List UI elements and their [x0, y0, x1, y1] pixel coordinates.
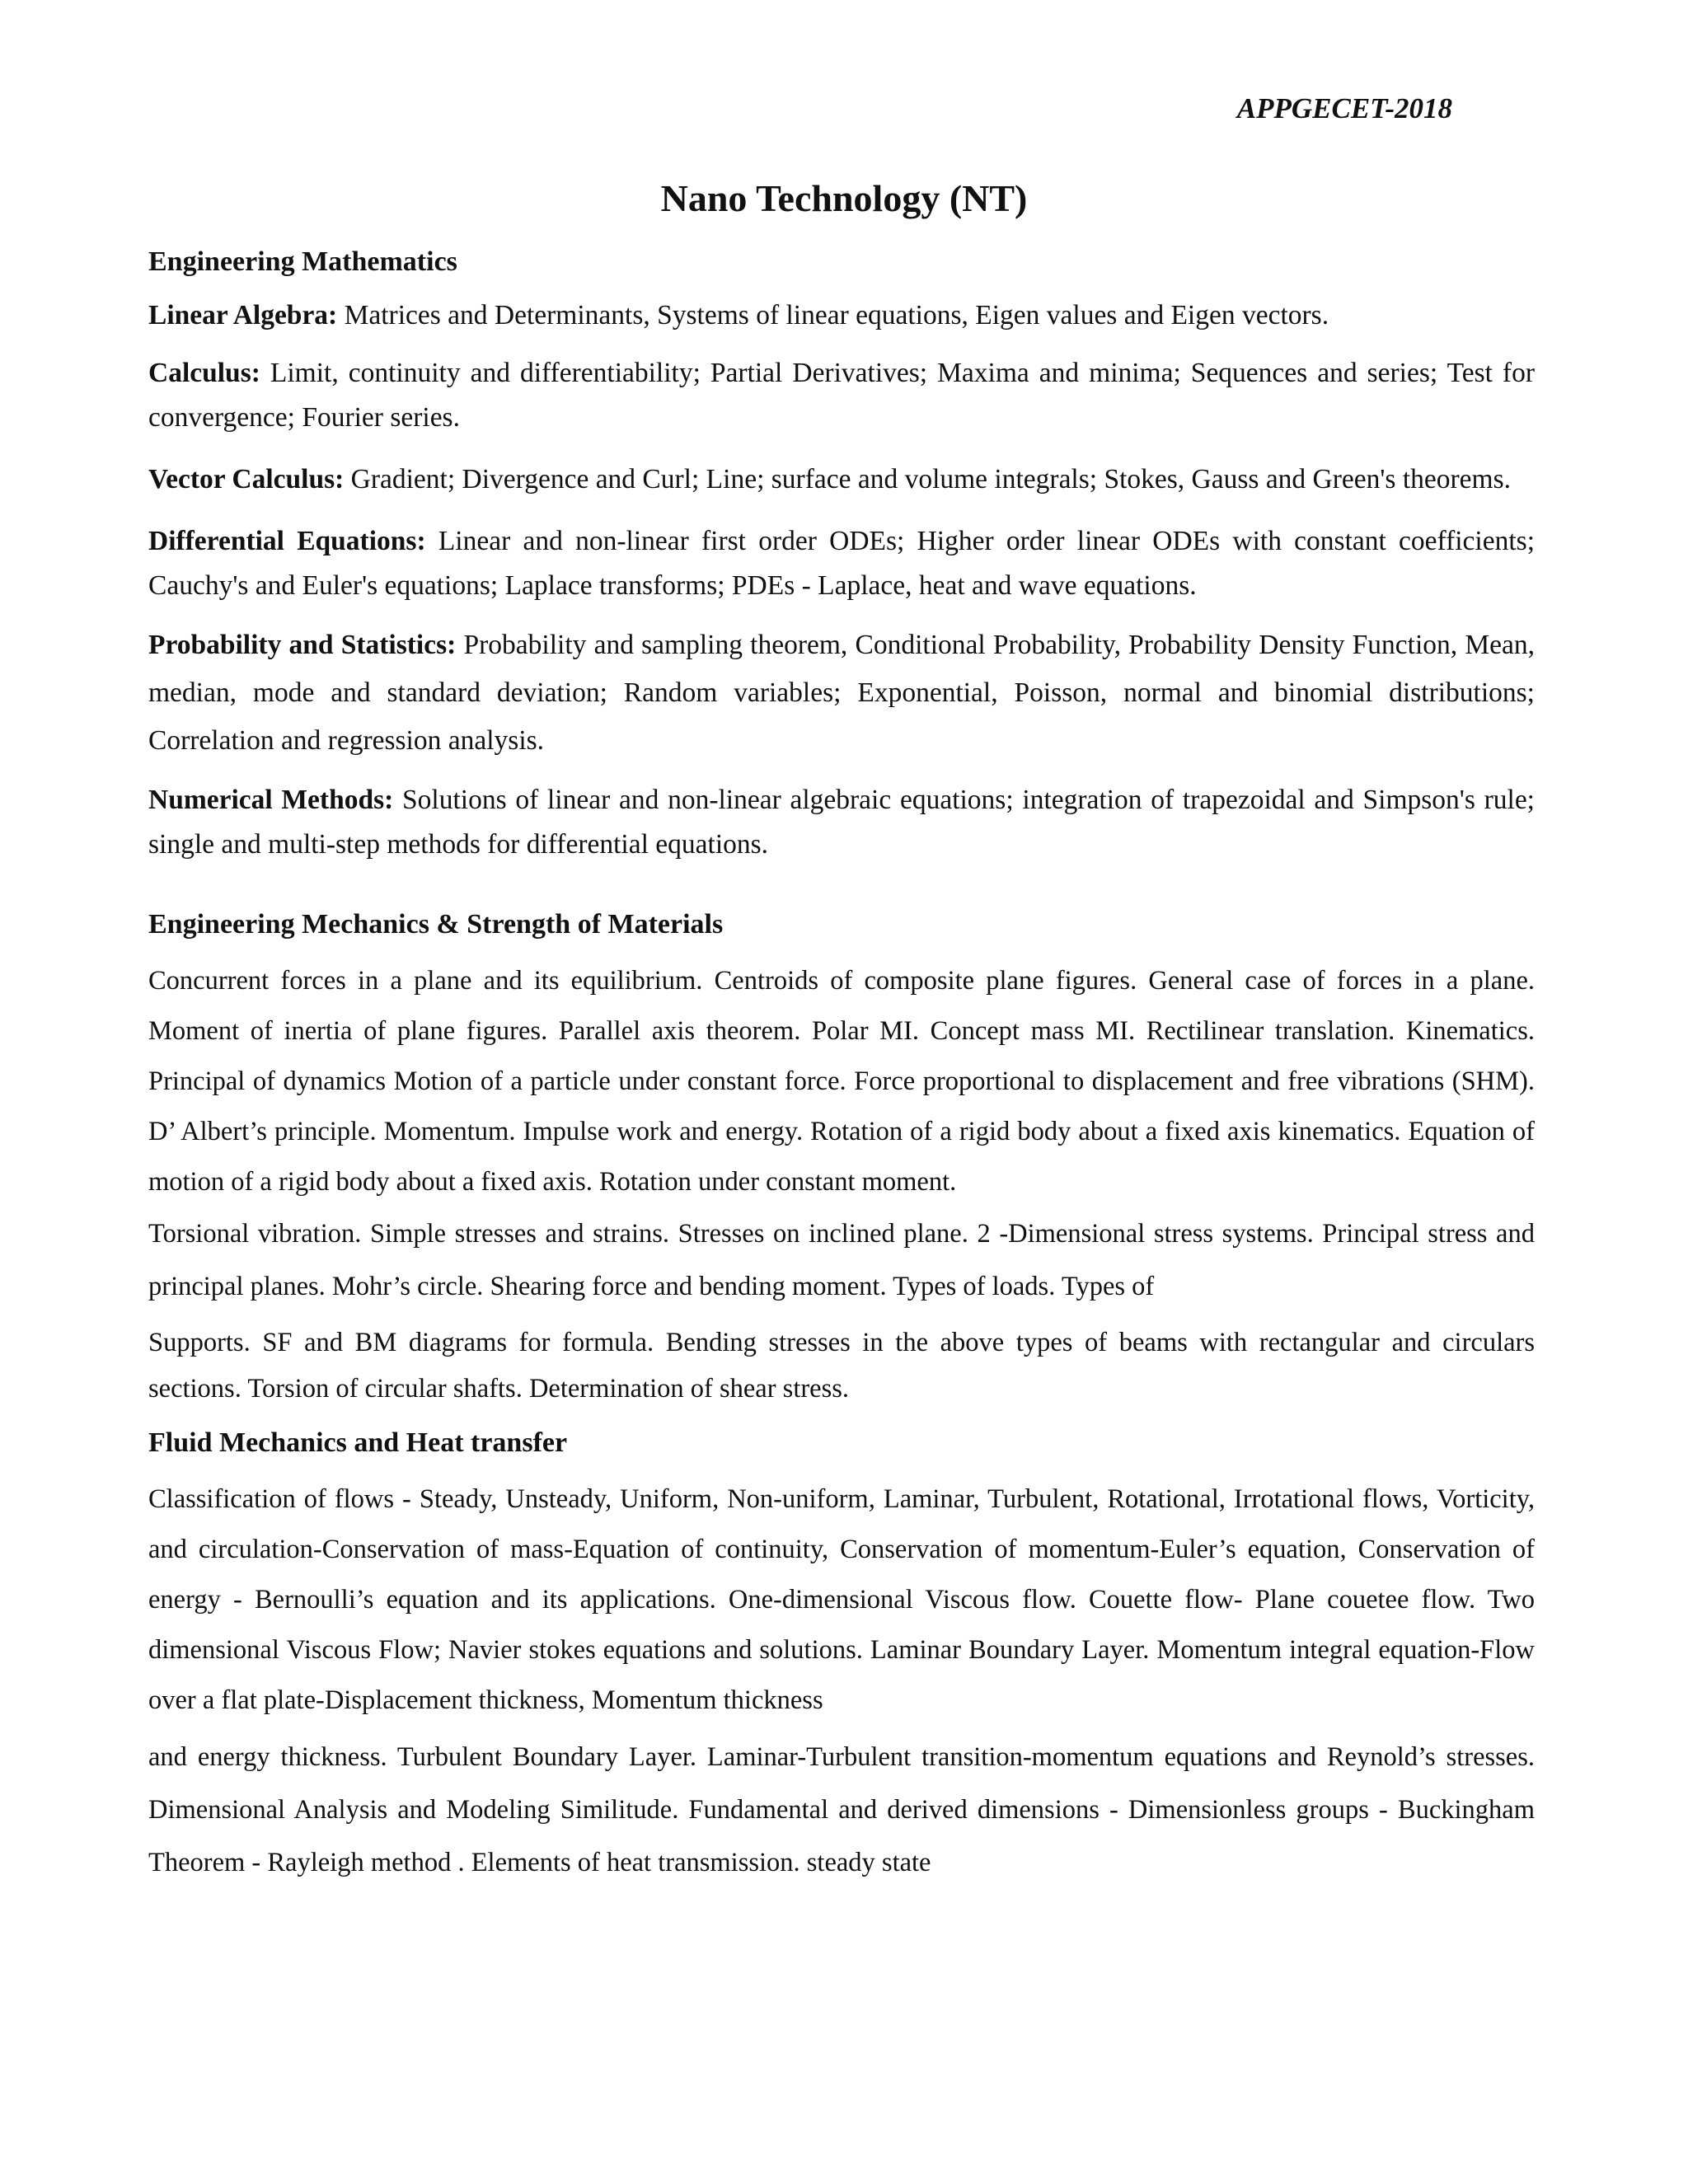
syllabus-content — [148, 244, 1535, 1889]
topic-term: Linear Algebra: — [148, 300, 338, 330]
topic-term: Differential Equations: — [148, 526, 426, 556]
fluid-paragraph-2: and energy thickness. Turbulent Boundary Layer. Laminar-Turbulent transition-momentum equations and Reynold’s stresses. Dimensional Analysis and Modeling Similitude. Fundamental and derived dimensions - Dimensionless groups - Buckingham Theorem - Rayleigh method . Elements of heat transmission. steady state — [148, 1742, 1535, 1877]
topic-differential-equations — [148, 519, 1535, 608]
topic-text: Limit, continuity and differentiability; Partial Derivatives; Maxima and minima; Sequences and series; Test for convergence; Fourier series. — [148, 358, 1535, 433]
topic-text: Probability and sampling theorem, Conditional Probability, Probability Density Function, Mean, median, mode and standard deviation; Random variables; Exponential, Poisson, normal and binomial distributions; Correlation and regression analysis. — [148, 630, 1536, 756]
document-title: Nano Technology (NT) — [660, 177, 1028, 219]
topic-term: Vector Calculus: — [148, 464, 345, 494]
topic-term: Probability and Statistics: — [148, 630, 457, 660]
section-heading-mechanics: Engineering Mechanics & Strength of Materials — [148, 909, 724, 940]
section-heading-mathematics: Engineering Mathematics — [148, 246, 457, 277]
section-heading-fluid-mechanics: Fluid Mechanics and Heat transfer — [148, 1427, 568, 1458]
topic-calculus — [148, 351, 1535, 440]
topic-vector-calculus — [148, 453, 1535, 506]
topic-text: Matrices and Determinants, Systems of linear equations, Eigen values and Eigen vectors. — [337, 300, 1329, 330]
topic-term: Numerical Methods: — [148, 785, 394, 815]
exam-code: APPGECET-2018 — [1236, 92, 1452, 124]
mechanics-paragraph-2: Torsional vibration. Simple stresses and strains. Stresses on inclined plane. 2 -Dimensional stress systems. Principal stress and principal planes. Mohr’s circle. Shearing force and bending moment. Types of loads. Types of — [148, 1219, 1535, 1301]
mechanics-paragraph-3: Supports. SF and BM diagrams for formula. Bending stresses in the above types of beams with rectangular and circulars sections. Torsion of circular shafts. Determination of shear stress. — [148, 1328, 1535, 1404]
topic-text: Solutions of linear and non-linear algebraic equations; integration of trapezoidal and Simpson's rule; single and multi-step methods for differential equations. — [148, 785, 1535, 860]
topic-term: Calculus: — [148, 358, 260, 388]
fluid-paragraph-1: Classification of flows - Steady, Unsteady, Uniform, Non-uniform, Laminar, Turbulent, Rotational, Irrotational flows, Vorticity, and circulation-Conservation of mass-Equation of continuity, Conservation of momentum-Euler’s equation, Conservation of energy - Bernoulli’s equation and its applications. One-dimensional Viscous flow. Couette flow- Plane couetee flow. Two dimensional Viscous Flow; Navier stokes equations and solutions. Laminar Boundary Layer. Momentum integral equation-Flow over a flat plate-Displacement thickness, Momentum thickness — [148, 1484, 1535, 1715]
topic-text: Linear and non-linear first order ODEs; Higher order linear ODEs with constant coefficients; Cauchy's and Euler's equations; Laplace transforms; PDEs - Laplace, heat and wave equations. — [148, 526, 1536, 601]
topic-numerical-methods — [148, 778, 1535, 867]
mechanics-paragraph-1: Concurrent forces in a plane and its equilibrium. Centroids of composite plane figures. General case of forces in a plane. Moment of inertia of plane figures. Parallel axis theorem. Polar MI. Concept mass MI. Rectilinear translation. Kinematics. Principal of dynamics Motion of a particle under constant force. Force proportional to displacement and free vibrations (SHM). D’ Albert’s principle. Momentum. Impulse work and energy. Rotation of a rigid body about a fixed axis kinematics. Equation of motion of a rigid body about a fixed axis. Rotation under constant moment. — [148, 966, 1535, 1197]
topic-text: Gradient; Divergence and Curl; Line; surface and volume integrals; Stokes, Gauss and Green's theorems. — [344, 464, 1512, 494]
topic-probability-statistics — [148, 621, 1535, 765]
topic-linear-algebra — [148, 293, 1535, 338]
